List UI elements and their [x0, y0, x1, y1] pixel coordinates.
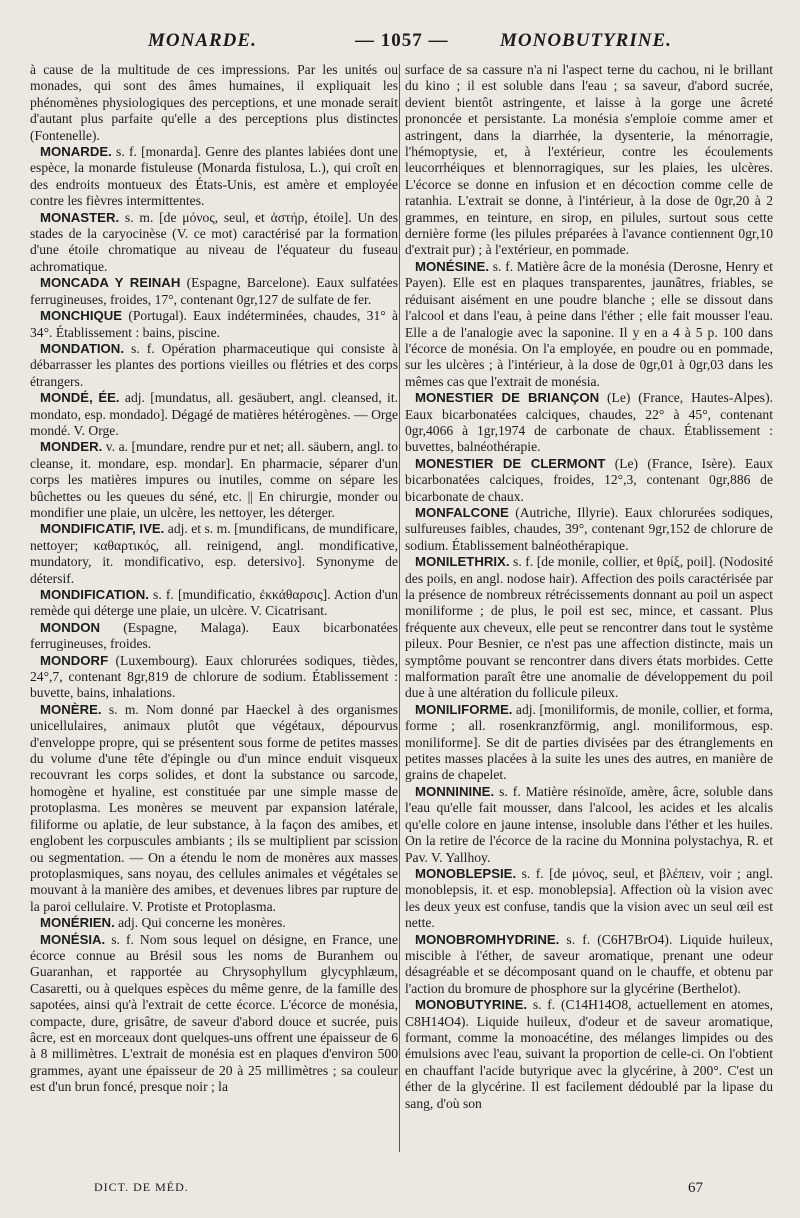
entry-headword: MONÈRE.: [40, 701, 102, 717]
entry-definition: s. f. (C14H14O8, actuellement en atomes, C8H14O4). Liquide huileux, d'odeur et de saveur aromatique, formant, comme la monoacétine, des mélanges limpides ou des émulsions avec l'eau, suivant la proportion de celle-ci. On l'obtient en chauffant l'acide butyrique avec la glycérine, à 200°. C'est un éther de la glycérine. Il est facilement dédoublé par la lipase du sang, d'où son: [405, 997, 773, 1111]
entry-definition: surface de sa cassure n'a ni l'aspect terne du cachou, ni le brillant du kino ; il est soluble dans l'eau ; sa saveur, d'abord sucrée, devient bientôt astringente, et laisse à la gorge une âcreté prononcée et persistante. La monésia s'emploie comme amer et astringent, dans la diarrhée, la dysenterie, la ménorragie, l'hémoptysie, et, à l'extérieur, contre les écoulements leucorrhéiques et blennorragiques, sur les plaies, les ulcères. L'écorce se donne en infusion et en décoction comme celle de ratanhia. L'extrait se donne, à l'intérieur, à la dose de 0gr,20 à 2 grammes, en teinture, en sirop, en pilules, surtout sous cette dernière forme (les pilules préparées à l'avance contiennent 0gr,10 d'extrait pur) ; à l'extérieur, en pommade.: [405, 62, 773, 258]
entry-headword: MONDÉ, ÉE.: [40, 390, 120, 406]
dictionary-entry: [30, 620, 398, 653]
dictionary-entry: [405, 932, 773, 998]
dictionary-entry: [30, 62, 398, 144]
footer-page-number: 67: [688, 1180, 703, 1196]
dictionary-entry: [30, 341, 398, 390]
entry-headword: MONÉRIEN.: [40, 915, 115, 931]
header-last-word: MONOBUTYRINE.: [500, 30, 672, 51]
entry-headword: MONESTIER DE BRIANÇON: [415, 390, 600, 406]
dictionary-entry: [405, 866, 773, 932]
entry-headword: MONESTIER DE CLERMONT: [415, 455, 606, 471]
header-first-word: MONARDE.: [148, 30, 257, 51]
entry-definition: adj. [moniliformis, de monile, collier, et forma, forme ; all. rosenkranzförmig, angl. moniliformous, esp. moniliforme]. Se dit de parties divisées par des étranglements en petites masses placées à la suite les unes des autres, en manière de grains de chapelet.: [405, 701, 773, 783]
entry-headword: MONARDE.: [40, 144, 112, 160]
dictionary-entry: [405, 784, 773, 866]
entry-headword: MONÉSIA.: [40, 931, 106, 947]
entry-definition: s. f. [de monile, collier, et θρίξ, poil]. (Nodosité des poils, en angl. nodose hair). Affection des poils caractérisée par la présence de nombreux rétrécissements donnant au poil un aspect moniliforme ; de plus, le poil est sec, mince, et cassant. Plus fréquente aux cheveux, elle peut se rencontrer dans tout le système pileux. Pour Besnier, ce n'est pas une affection distincte, mais un symptôme pouvant se rencontrer dans divers états morbides. Cette malformation paraît être une anomalie de développement du poil due à une altération du follicule pileux.: [405, 554, 773, 701]
entry-definition: s. m. [de μόνος, seul, et ἀστήρ, étoile]. Un des stades de la caryocinèse (V. ce mot) caractérisé par la formation d'une étoile chromatique au niveau de l'équateur du fuseau achromatique.: [30, 209, 398, 274]
entry-definition: s. f. Opération pharmaceutique qui consiste à débarrasser les plantes des portions vieilles ou flétries et des corps étrangers.: [30, 340, 398, 389]
entry-headword: MONDIFICATIF, IVE.: [40, 521, 165, 537]
entry-definition: s. m. Nom donné par Haeckel à des organismes unicellulaires, animaux plutôt que végétaux, dépourvus d'enveloppe propre, qui se présentent sous forme de petites masses du volume d'une tête d'épingle ou d'un mince enduit visqueux recouvrant les corps solides, et dont la substance ou sarcode, homogène et hyaline, est constituée par une simple masse de protoplasma. Les monères se meuvent par expansion latérale, filiforme ou aplatie, de leur substance, à la façon des amibes, et englobent les corpuscules ambiants ; ils se multiplient par scission ou segmentation. — On a étendu le nom de monères aux masses protoplasmiques, sans noyau, des cellules animales et végétales se mouvant à la manière des amibes, et devenues libres par rupture de la paroi cellulaire. V. Protiste et Protoplasma.: [30, 701, 398, 914]
entry-definition: s. f. Nom sous lequel on désigne, en France, une écorce connue au Brésil sous les noms de Buranhem ou Guaranhan, et rapportée au Chrysophyllum glycyphlæum, Casaretti, ou à quelques espèces du même genre, de la famille des sapotées, ainsi qu'à l'extrait de cette écorce. L'écorce de monésia, compacte, dure, grisâtre, de saveur d'abord douce et sucrée, puis âcre, est en morceaux dont quelques-uns offrent une épaisseur de 6 à 8 millimètres. L'extrait de monésia est en plaques d'environ 500 grammes, ayant une épaisseur de 20 à 25 millimètres ; sa couleur est d'un brun foncé, presque noir ; la: [30, 931, 398, 1095]
entry-definition: adj. [mundatus, all. gesäubert, angl. cleansed, it. mondato, esp. mondado]. Dégagé de matières hétérogènes. — Orge mondé. V. Orge.: [30, 390, 399, 438]
dictionary-entry: [405, 554, 773, 702]
entry-headword: MONILIFORME.: [415, 701, 513, 717]
running-header: [0, 30, 800, 54]
entry-definition: (Autriche, Illyrie). Eaux chlorurées sodiques, sulfureuses faibles, chaudes, 39°, contenant 9gr,152 de chlorure de sodium. Établissement balnéothérapique.: [405, 504, 773, 553]
entry-definition: (Espagne, Barcelone). Eaux sulfatées ferrugineuses, froides, 17°, contenant 0gr,127 de sulfate de fer.: [30, 275, 398, 307]
entry-headword: MONILETHRIX.: [415, 554, 510, 570]
dictionary-entry: [405, 62, 773, 259]
entry-definition: s. f. [monarda]. Genre des plantes labiées dont une espèce, la monarde fistuleuse (Monarda fistulosa, L.), qui croît en des endroits montueux des États-Unis, est amère et employée contre les fièvres intermittentes.: [30, 144, 398, 209]
dictionary-entry: [30, 210, 398, 276]
entry-headword: MONÉSINE.: [415, 258, 490, 274]
entry-headword: MONDON: [40, 619, 101, 635]
entry-headword: MONDORF: [40, 652, 109, 668]
dictionary-entry: [405, 702, 773, 784]
entry-headword: MONOBROMHYDRINE.: [415, 931, 560, 947]
entry-headword: MONOBUTYRINE.: [415, 997, 528, 1013]
dictionary-entry: [30, 915, 398, 931]
entry-definition: s. f. Matière âcre de la monésia (Derosne, Henry et Payen). Elle est en plaques transparentes, jaunâtres, friables, se réduisant aisément en une poudre blanche ; elle se dissout dans l'alcool et dans l'eau, à peine dans l'éther ; elle fait mousser l'eau. Elle a de l'analogie avec la saponine. Il y en a 4 à 5 p. 100 dans l'écorce de monésia. On l'a employée, en poudre ou en pommade, sur les ulcères ; à l'intérieur, à la dose de 0gr,01 à 0gr,03 dans les mêmes cas que l'extrait de monésia.: [405, 258, 773, 389]
dictionary-entry: [30, 653, 398, 702]
entry-definition: (Portugal). Eaux indéterminées, chaudes, 31° à 34°. Établissement : bains, piscine.: [30, 308, 398, 340]
dictionary-entry: [30, 144, 398, 210]
entry-definition: adj. Qui concerne les monères.: [114, 915, 286, 931]
entry-headword: MONCHIQUE: [40, 308, 123, 324]
entry-definition: s. f. [mundificatio, ἐκκάθαρσις]. Action d'un remède qui déterge une plaie, un ulcère. V. Cicatrisant.: [30, 587, 398, 619]
entry-definition: adj. et s. m. [mundificans, de mundificare, nettoyer; καθαρτικός, all. reinigend, angl. mondificative, mundatory, it. mondificativo, esp. detersivo]. Synonyme de détersif.: [30, 521, 398, 586]
dictionary-entry: [405, 390, 773, 456]
dictionary-entry: [30, 308, 398, 341]
dictionary-entry: [405, 997, 773, 1112]
entry-headword: MONOBLEPSIE.: [415, 865, 517, 881]
footer-signature: DICT. DE MÉD.: [94, 1180, 189, 1194]
entry-headword: MONCADA Y REINAH: [40, 275, 181, 291]
left-column: [30, 62, 398, 1096]
entry-headword: MONNININE.: [415, 783, 495, 799]
entry-definition: s. f. (C6H7BrO4). Liquide huileux, miscible à l'éther, de saveur aromatique, prenant une odeur désagréable et se décomposant quand on le chauffe, et obtenu par l'action du bromure de phosphore sur la glycérine (Berthelot).: [405, 931, 773, 996]
dictionary-entry: [30, 932, 398, 1096]
entry-headword: MONFALCONE: [415, 504, 509, 520]
right-column: [405, 62, 773, 1112]
entry-headword: MONDATION.: [40, 340, 124, 356]
header-page-number: — 1057 —: [355, 30, 449, 51]
entry-definition: s. f. Matière résinoïde, amère, âcre, soluble dans l'eau qu'elle fait mousser, dans l'alcool, les acides et les alcalis qu'elle colore en jaune intense, insoluble dans l'éther et les huiles. On la retire de l'écorce de la racine du Monnina polystachya, R. et Pav. V. Yallhoy.: [405, 783, 773, 865]
entry-definition: à cause de la multitude de ces impressions. Par les unités ou monades, qui sont des âmes humaines, il expliquait les phénomènes physiologiques des perceptions, et une monade serait d'autant plus parfaite qu'elle a des perceptions plus distinctes (Fontenelle).: [30, 62, 398, 143]
dictionary-entry: [405, 456, 773, 505]
dictionary-entry: [30, 521, 398, 587]
entry-definition: (Le) (France, Hautes-Alpes). Eaux bicarbonatées calciques, chaudes, 22° à 45°, contenant 0gr,4066 à 1gr,1974 de carbonate de chaux. Établissement : buvettes, balnéothérapie.: [405, 390, 774, 455]
entry-headword: MONDIFICATION.: [40, 587, 149, 602]
entry-definition: (Espagne, Malaga). Eaux bicarbonatées ferrugineuses, froides.: [30, 619, 398, 652]
dictionary-entry: [405, 505, 773, 554]
dictionary-entry: [30, 587, 398, 620]
dictionary-entry: [30, 275, 398, 308]
entry-headword: MONDER.: [40, 439, 103, 455]
entry-definition: v. a. [mundare, rendre pur et net; all. säubern, angl. to cleanse, it. mondare, esp. mondar]. En pharmacie, séparer d'un corps les matières impures ou inutiles, comme on sépare les bûchettes ou les queues du séné, etc. || En chirurgie, monder ou mondifier une plaie, un ulcère, les nettoyer, les déterger.: [30, 439, 398, 520]
entry-definition: s. f. [de μόνος, seul, et βλέπειν, voir ; angl. monoblepsis, it. et esp. monoblepsia]. Affection où la vision avec les deux yeux est confuse, tandis que la vision avec un seul œil est nette.: [405, 865, 773, 931]
entry-definition: (Le) (France, Isère). Eaux bicarbonatées calciques, froides, 12°,3, contenant 0gr,886 de bicarbonate de chaux.: [405, 455, 773, 504]
dictionary-entry: [30, 439, 398, 521]
entry-definition: (Luxembourg). Eaux chlorurées sodiques, tièdes, 24°,7, contenant 8gr,819 de chlorure de sodium. Établissement : buvette, bains, inhalations.: [30, 652, 398, 701]
entry-headword: MONASTER.: [40, 209, 120, 225]
dictionary-entry: [405, 259, 773, 390]
dictionary-entry: [30, 390, 398, 439]
column-divider: [399, 64, 400, 1152]
dictionary-entry: [30, 702, 398, 915]
